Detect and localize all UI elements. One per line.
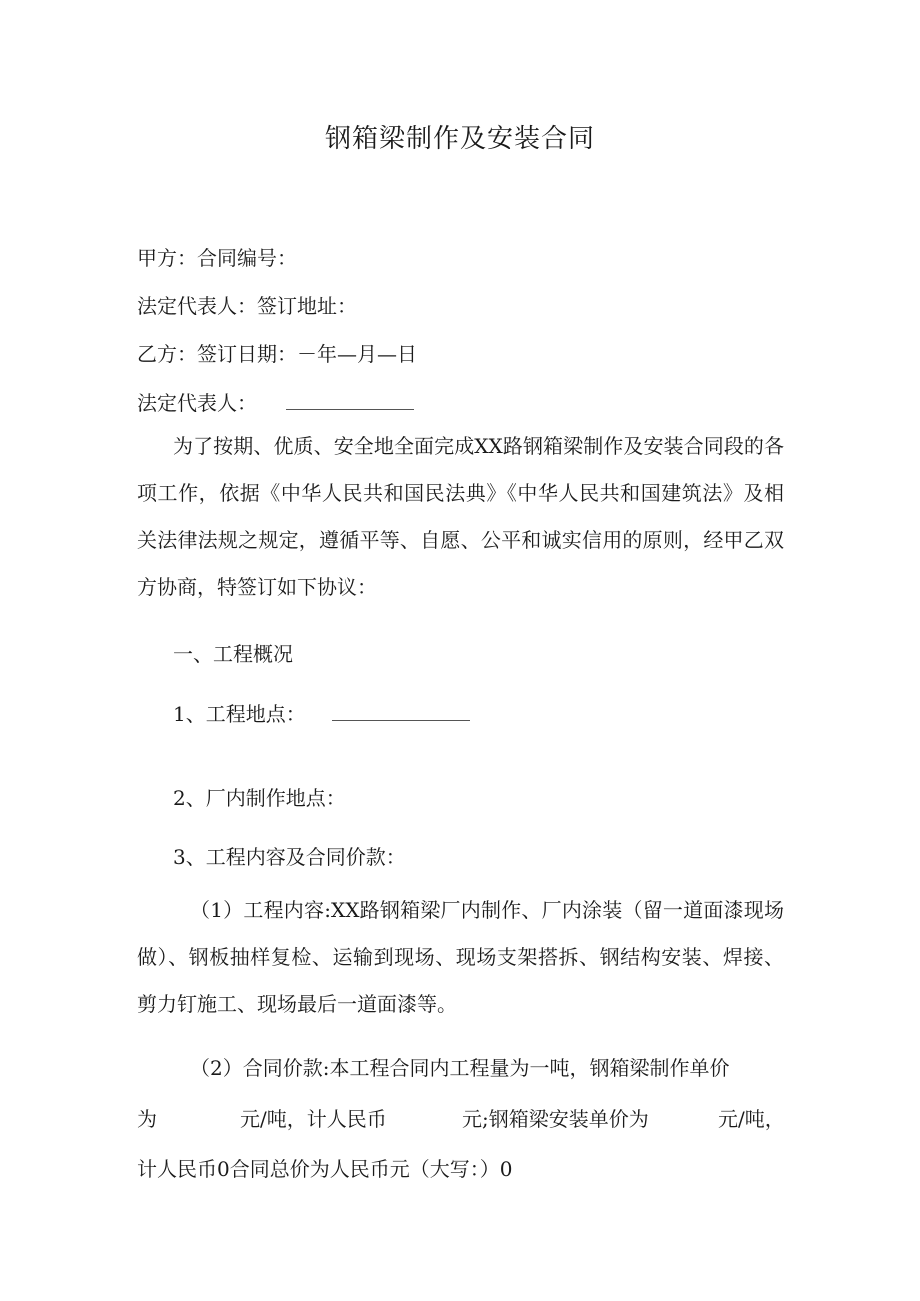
- item-1-line: [173, 698, 470, 727]
- item-2-line: 2、厂内制作地点：: [173, 786, 346, 810]
- legal-rep-1-line: [137, 290, 357, 319]
- party-b-line: [137, 338, 417, 367]
- item-3-line: 3、工程内容及合同价款：: [173, 845, 406, 869]
- item-1-label: 1、工程地点：: [173, 702, 306, 726]
- party-a-label: 甲方：合同编号：: [137, 246, 297, 270]
- sub-item-2-line-1: （2）合同价款:本工程合同内工程量为一吨，钢箱梁制作单价: [190, 1056, 730, 1080]
- party-a-line: [137, 242, 297, 271]
- sub-item-2-line-3: 计人民币0合同总价为人民币元（大写：）0: [137, 1157, 513, 1181]
- section-1-heading: 一、工程概况: [173, 642, 293, 666]
- price-part-d: 元/吨，: [718, 1107, 785, 1131]
- legal-rep-2-line: [137, 387, 414, 416]
- price-part-b: 元/吨，计人民币: [240, 1107, 387, 1131]
- party-b-label: 乙方：签订日期：－年—月—日: [137, 342, 417, 366]
- price-part-a: 为: [137, 1107, 157, 1131]
- legal-rep-2-label: 法定代表人：: [137, 391, 257, 415]
- legal-rep-1-label: 法定代表人：签订地址：: [137, 294, 357, 318]
- price-part-c: 元;钢箱梁安装单价为: [462, 1107, 649, 1131]
- preamble-paragraph: 为了按期、优质、安全地全面完成XX路钢箱梁制作及安装合同段的各项工作，依据《中华人民共和国民法典》《中华人民共和国建筑法》及相关法律法规之规定，遵循平等、自愿、公平和诚实信用的原则，经甲乙双方协商，特签订如下协议：: [137, 434, 784, 599]
- document-title: 钢箱梁制作及安装合同: [324, 124, 595, 154]
- legal-rep-2-blank: [286, 395, 414, 410]
- item-1-blank: [332, 706, 470, 721]
- sub-item-1-paragraph: （1）工程内容:XX路钢箱梁厂内制作、厂内涂装（留一道面漆现场做）、钢板抽样复检、运输到现场、现场支架搭拆、钢结构安装、焊接、剪力钉施工、现场最后一道面漆等。: [137, 898, 784, 1016]
